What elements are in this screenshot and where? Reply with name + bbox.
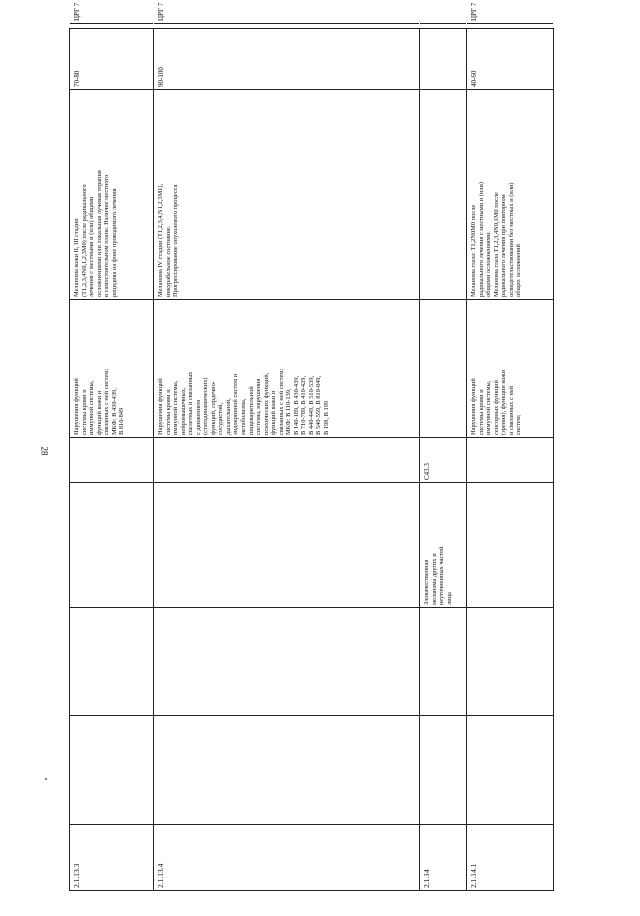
impairments-line: и связанных с ней [507,385,515,435]
diagnosis-line: Злокачественная [423,559,430,605]
impairments-line: иммунной системы, [88,380,96,435]
impairments-line: пищеварительной [247,386,255,435]
impairments-line: систем; [515,414,523,435]
impairments-line: с движением [194,399,202,435]
code-text: 2.1.13.3 [72,863,81,888]
impairments-line: функций кожи и [95,390,103,435]
percent-text: 90-100 [157,67,165,87]
impairments-line: системы крови и [80,389,88,435]
table-row [70,2,154,890]
impairments-line: иммунной системы, [172,380,180,435]
impairments-line: функций кожи и [270,390,278,435]
cell-icd [467,437,553,482]
cell-impairments [420,299,466,437]
impairments-line: скелетных и связанных [187,371,195,435]
impairments-line: системы крови и [164,389,172,435]
cell-diagnosis [420,482,466,607]
cell-col2 [154,715,419,824]
cell-diagnosis [70,482,153,607]
page-number: 28 [39,446,50,456]
cell-percent [420,23,466,89]
cell-code [420,824,466,890]
impairments-line: связанных с ней систем; [103,368,111,435]
diagnosis-line: меланома других и [430,553,438,605]
cell-percent [70,23,153,89]
impairments-line: дыхательной, [224,398,232,435]
icd-text: C43.3 [423,463,431,480]
cell-code [70,824,153,890]
impairments-line: связанных с ней систем; [277,368,285,435]
cell-icd [420,437,466,482]
cell-percent [467,23,553,89]
table-row [467,2,553,890]
cell-description [467,89,553,299]
description-line: Меланома кожи II, III стадии [73,218,80,297]
impairments-line: B 140-189, B 430-439, [292,375,300,435]
cell-col2 [467,715,553,824]
description-line: Меланома глаза T1,2,3,4N0,1M0 после [492,192,500,297]
description-line: Прогрессирование опухолевого процесса [172,184,180,297]
impairments-line: сенсорных функций [492,380,500,435]
cell-icd [70,437,153,482]
cell-diagnosis [154,482,419,607]
code-text: 2.1.14 [422,869,431,888]
table-row [420,29,467,890]
cell-impairments [467,299,553,437]
impairments-line: системы, нарушения [255,378,263,435]
impairments-line: функций, сердечно- [209,381,217,435]
description-line: общих осложнений [515,244,523,297]
impairments-line: МКФ: B 110-139, [285,388,293,435]
scan-artifact-dot [45,778,47,780]
cell-col2 [420,715,466,824]
impairments-line: МКФ: B 430-439, [110,388,118,435]
impairments-line: нейромышечных, [179,387,187,435]
impairments-line: B 540-559, B 810-849, [315,375,323,435]
cell-code [467,824,553,890]
impairments-line: B 440-449, B 510-539, [307,375,315,435]
description-line: лечения с местными и (или) общими [88,196,96,297]
cell-description [420,89,466,299]
cell-col3 [154,607,419,715]
impairments-line: сосудистой, [217,402,225,435]
impairments-line: психических функций, [262,372,270,435]
impairments-line: B 810-849 [118,407,126,435]
cell-col3 [467,607,553,715]
description-line: Меланома глаза: T1,2N0M0 после [470,204,477,297]
description-line: радикального лечения при повторном [500,194,508,297]
description-line: радикального лечения с местными и (или) [477,181,485,297]
description-line: инкурабельное состояние. [164,225,172,297]
description-line: в самостоятельном плане. Наличие местного [103,174,111,297]
impairments-line: (зрения), функции кожи [500,370,508,435]
description-line: осложнениями или локальная лучевая терапия [95,170,103,297]
diagnosis-line: лица [445,592,453,605]
cell-description [154,89,419,299]
impairments-line: Нарушения функций [470,378,477,435]
description-line: (T1,2,3,4N0,1,2,3M0) после радикального [80,184,88,297]
criteria-text: ЦРГ 7 [157,2,165,21]
percent-text: 40-60 [470,70,478,87]
impairments-line: B 710-789, B 410-429, [300,375,308,435]
cell-code [154,824,419,890]
cell-icd [154,437,419,482]
diagnosis-line: неуточненных частей [438,546,446,605]
description-line: освидетельствовании без местных и (или) [507,182,515,297]
impairments-line: Нарушения функций [73,378,80,435]
impairments-line: системы крови и [477,389,485,435]
percent-text: 70-80 [73,70,81,87]
impairments-line: метаболизма, [240,398,248,435]
impairments-line: иммунной системы, [485,380,493,435]
cell-diagnosis [467,482,553,607]
cell-col3 [420,607,466,715]
code-text: 2.1.14.1 [469,863,478,888]
cell-col3 [70,607,153,715]
impairments-line: эндокринной систем и [232,373,240,435]
description-line: Меланома IV стадии (T1,2,3,4,N1,2,3M1), [157,183,164,297]
criteria-text: ЦРГ 7 [73,2,81,21]
description-line: общими осложнениями. [485,231,493,297]
cell-percent [154,23,419,89]
description-line: рецидива на фоне проводимого лечения [110,188,118,297]
classification-table [69,2,554,891]
impairments-line: (статодинамических) [202,377,210,435]
cell-impairments [70,299,153,437]
cell-description [70,89,153,299]
criteria-text: ЦРГ 7 [470,2,478,21]
impairments-line: Нарушения функций [157,378,164,435]
code-text: 2.1.13.4 [156,863,165,888]
table-row [154,2,420,890]
impairments-line: B 198, B 199 [323,400,331,435]
cell-col2 [70,715,153,824]
cell-impairments [154,299,419,437]
